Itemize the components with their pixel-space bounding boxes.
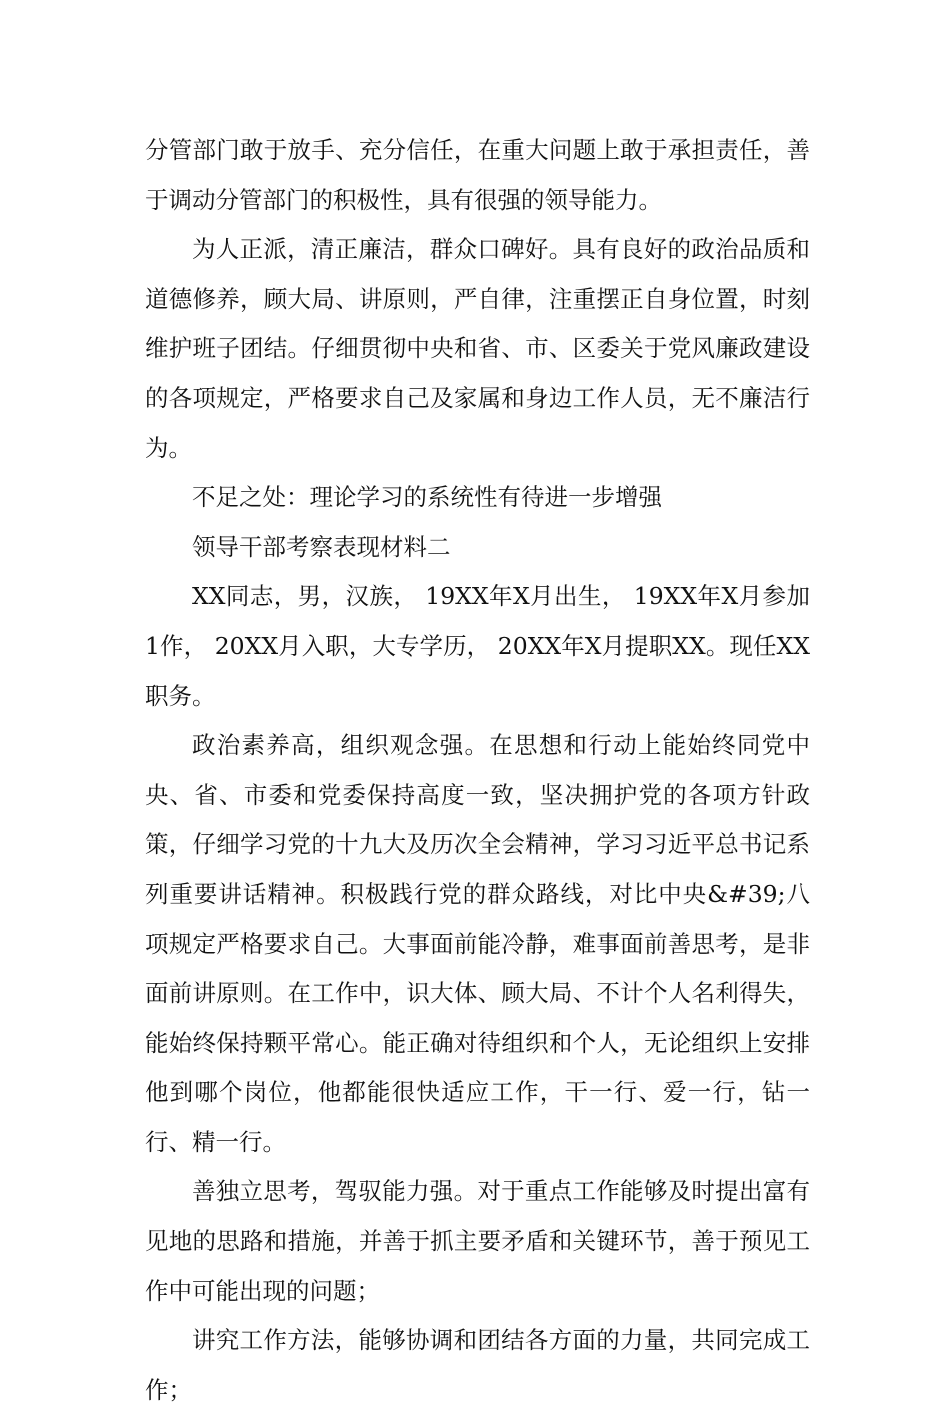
- paragraph-7: 善独立思考，驾驭能力强。对于重点工作能够及时提出富有见地的思路和措施，并善于抓主要矛盾和关键环节，善于预见工作中可能出现的问题；: [145, 1177, 810, 1305]
- paragraph-2: 为人正派，清正廉洁，群众口碑好。具有良好的政治品质和道德修养，顾大局、讲原则，严自律，注重摆正自身位置，时刻维护班子团结。仔细贯彻中央和省、市、区委关于党风廉政建设的各项规定，严格要求自己及家属和身边工作人员，无不廉洁行为。: [145, 235, 810, 462]
- paragraph-6: 政治素养高，组织观念强。在思想和行动上能始终同党中央、省、市委和党委保持高度一致，坚决拥护党的各项方针政策，仔细学习党的十九大及历次全会精神，学习习近平总书记系列重要讲话精神。积极践行党的群众路线，对比中央&#39;八项规定严格要求自己。大事面前能冷静，难事面前善思考，是非面前讲原则。在工作中，识大体、顾大局、不计个人名利得失，能始终保持颗平常心。能正确对待组织和个人，无论组织上安排他到哪个岗位，他都能很快适应工作，干一行、爱一行，钻一行、精一行。: [145, 731, 810, 1156]
- paragraph-1: 分管部门敢于放手、充分信任，在重大问题上敢于承担责任，善于调动分管部门的积极性，具有很强的领导能力。: [145, 136, 810, 214]
- paragraph-5: XX同志，男，汉族， 19XX年X月出生， 19XX年X月参加1作， 20XX月入职，大专学历， 20XX年X月提职XX。现任XX职务。: [145, 582, 810, 710]
- paragraph-3: 不足之处：理论学习的系统性有待进一步增强: [192, 483, 662, 512]
- paragraph-4-heading: 领导干部考察表现材料二: [192, 532, 451, 561]
- paragraph-8: 讲究工作方法，能够协调和团结各方面的力量，共同完成工作；: [145, 1326, 810, 1404]
- document-body: [145, 126, 810, 1415]
